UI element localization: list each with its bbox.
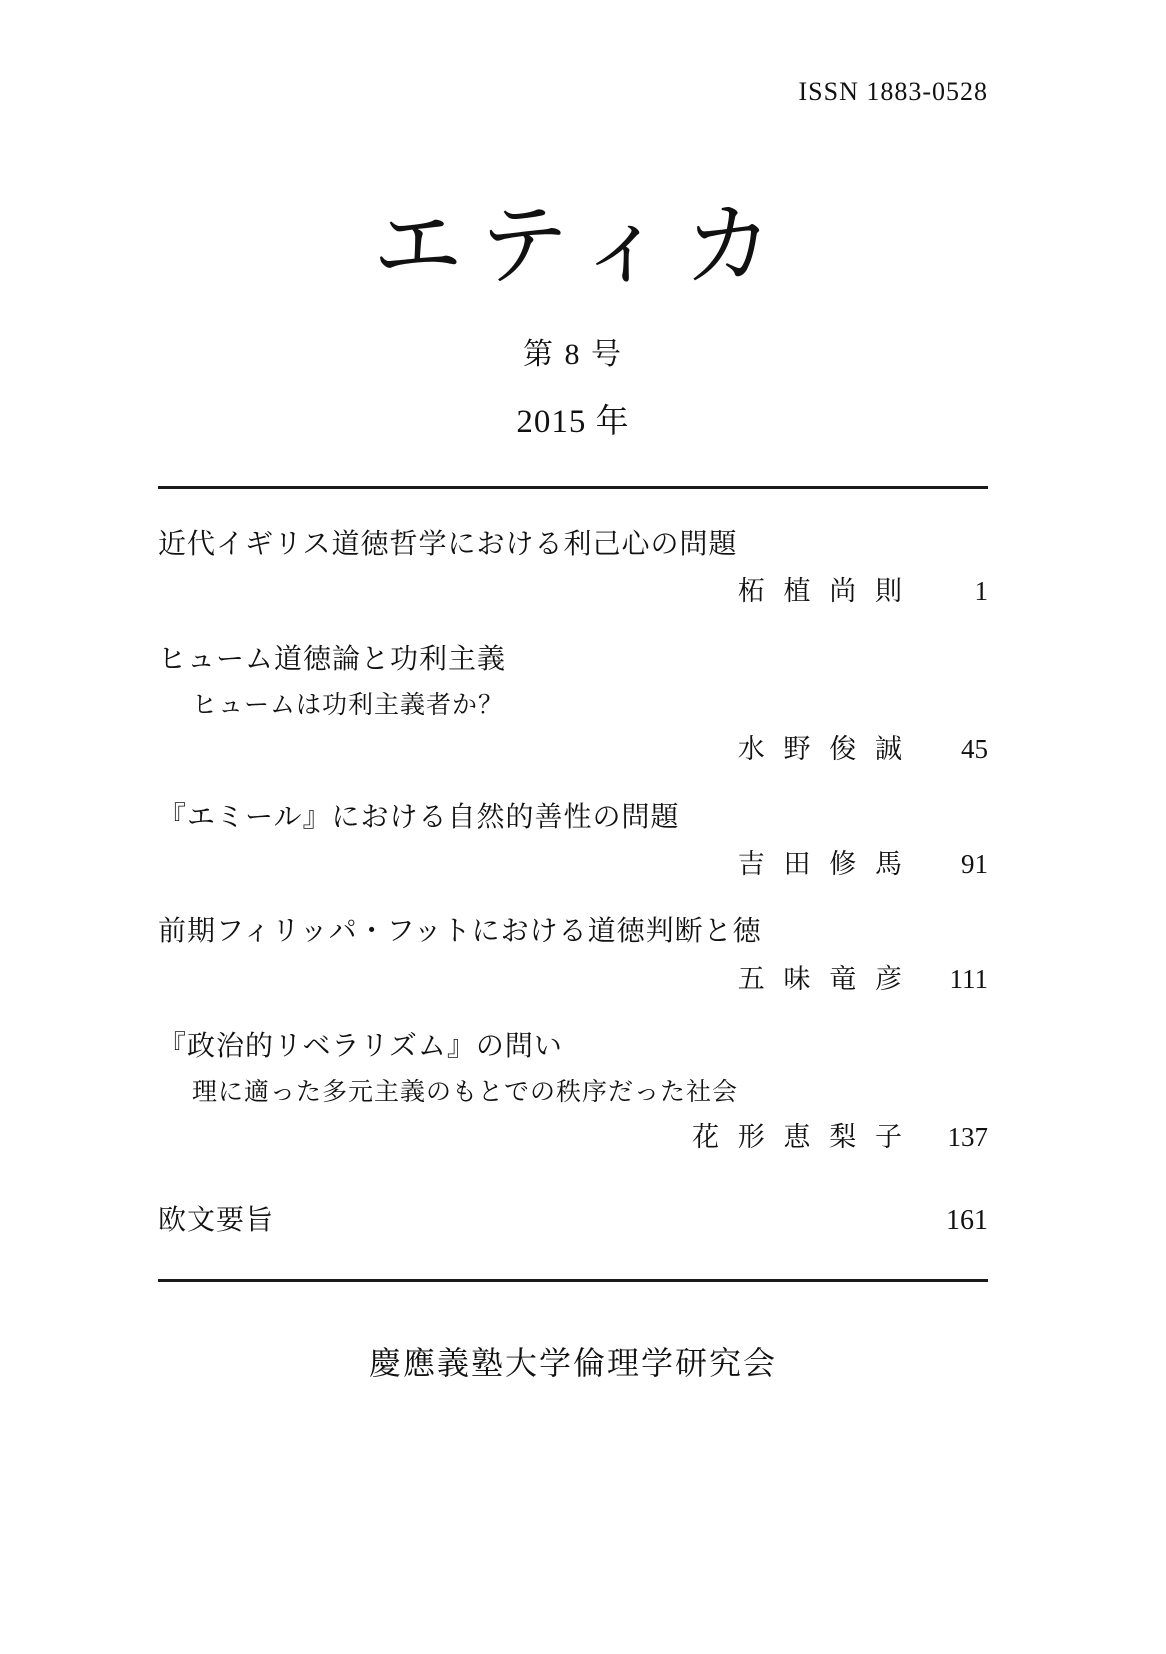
issue-year: 2015 年 [516, 403, 630, 440]
toc-entry [158, 529, 988, 608]
bottom-divider [158, 1279, 988, 1282]
article-title: 『エミール』における自然的善性の問題 [158, 801, 680, 833]
article-author: 花 形 恵 梨 子 [692, 1121, 904, 1152]
article-byline [158, 575, 988, 607]
journal-title: エティカ [372, 196, 790, 296]
article-subtitle: ヒュームは功利主義者か？ [192, 691, 505, 719]
article-author: 柘 植 尚 則 [737, 576, 904, 607]
issn-number: ISSN 1883-0528 [798, 77, 988, 106]
toc-entry [158, 916, 988, 995]
article-title: 『政治的リベラリズム』の問い [158, 1031, 563, 1062]
article-title: 前期フィリッパ・フットにおける道徳判断と徳 [158, 916, 762, 948]
article-page-number: 1 [974, 576, 988, 607]
table-of-contents [158, 529, 988, 1237]
toc-entry [158, 1205, 988, 1237]
article-page-number: 137 [947, 1121, 988, 1152]
article-byline [158, 848, 988, 880]
article-title: 近代イギリス道徳哲学における利己心の問題 [158, 529, 738, 561]
issue-number: 第 8 号 [523, 337, 623, 371]
article-byline [158, 733, 988, 765]
article-author: 吉 田 修 馬 [737, 849, 904, 880]
toc-entry [158, 1031, 988, 1153]
toc-entry [158, 802, 988, 881]
article-page-number: 91 [961, 849, 988, 880]
publisher-name: 慶應義塾大学倫理学研究会 [368, 1345, 777, 1382]
article-byline [158, 963, 988, 995]
section-title: 欧文要旨 [158, 1205, 275, 1237]
article-page-number: 111 [949, 963, 988, 994]
section-page-number: 161 [946, 1205, 988, 1237]
article-author: 水 野 俊 誠 [737, 734, 904, 765]
article-page-number: 45 [961, 734, 988, 765]
article-subtitle: 理に適った多元主義のもとでの秩序だった社会 [192, 1079, 739, 1107]
article-byline [158, 1121, 988, 1153]
article-title: ヒューム道徳論と功利主義 [158, 643, 507, 675]
article-author: 五 味 竜 彦 [737, 963, 904, 994]
top-divider [158, 486, 988, 489]
toc-entry [158, 644, 988, 766]
